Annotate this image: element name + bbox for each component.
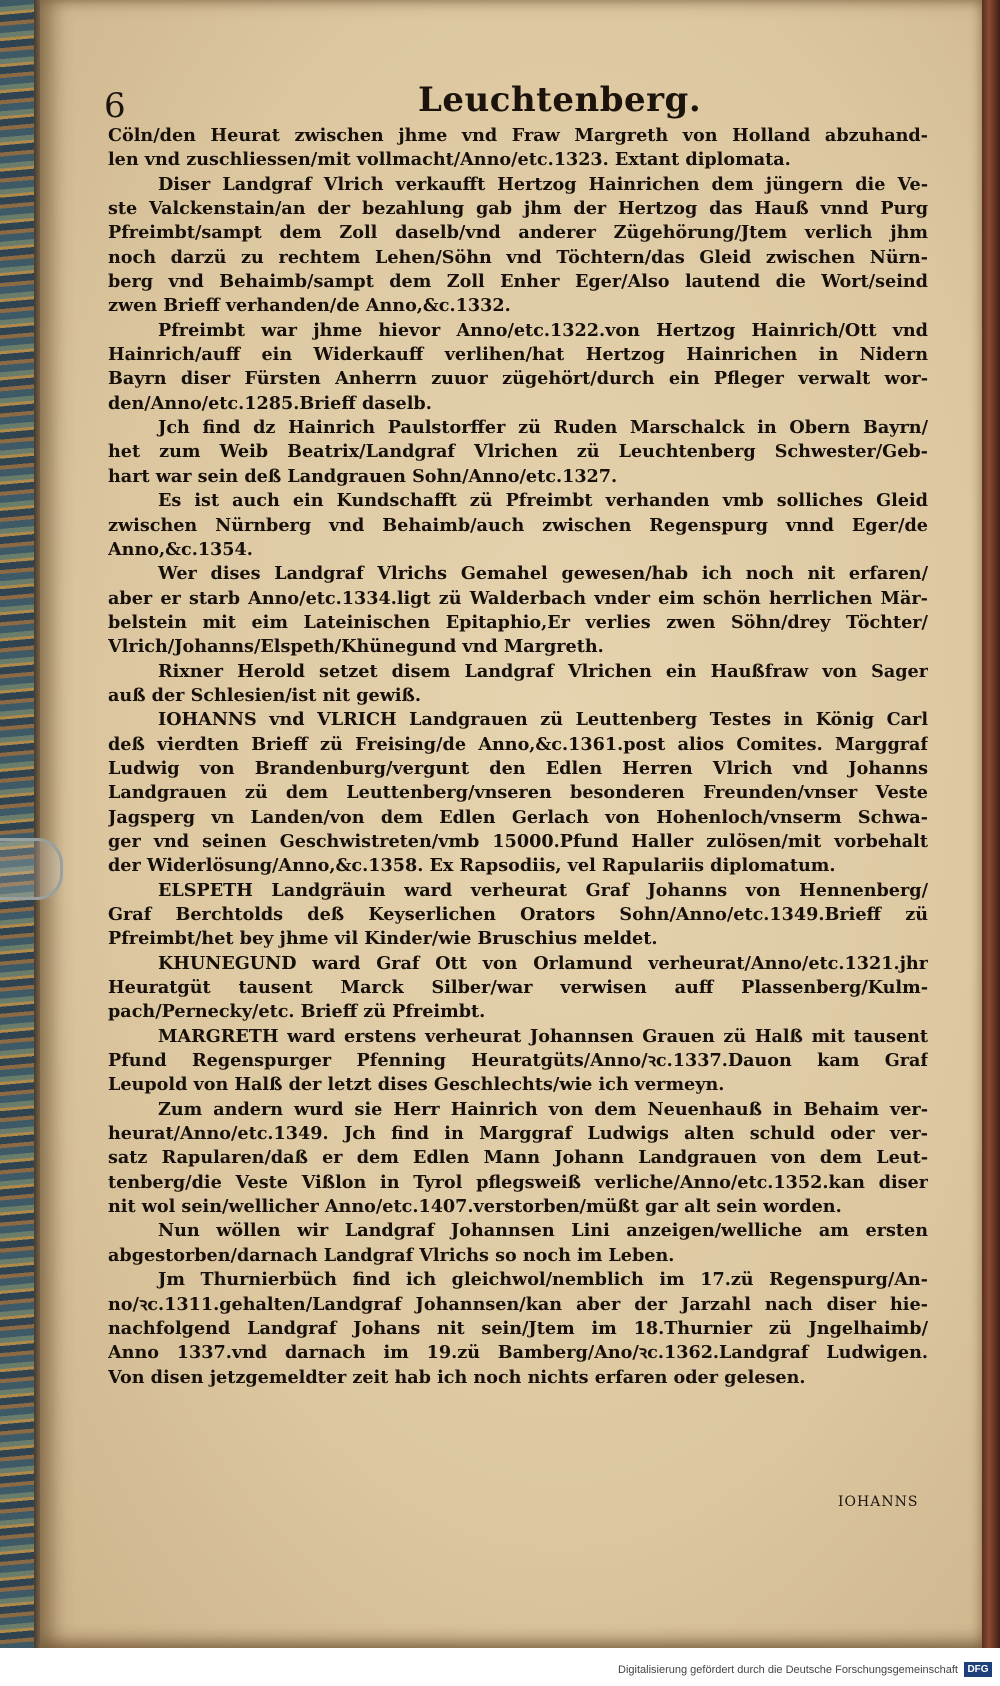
text-line: den/Anno/etc.1285.Brieff daselb. <box>108 392 432 414</box>
text-line: Wer dises Landgraf Vlrichs Gemahel gewesen/hab ich noch nit erfaren/ <box>158 563 928 585</box>
text-line: noch darzü zu rechtem Lehen/Söhn vnd Töchtern/das Gleid zwischen Nürn- <box>108 246 928 268</box>
book-binding <box>0 0 34 1648</box>
text-line: aber er starb Anno/etc.1334.ligt zü Walderbach vnder eim schön herrlichen Mär- <box>108 587 928 609</box>
text-line: Pfreimbt/sampt dem Zoll daselb/vnd anderer Zügehörung/Jtem verlich jhm <box>108 222 928 244</box>
text-line: Pfreimbt/het bey jhme vil Kinder/wie Bruschius meldet. <box>108 928 658 950</box>
footer-bar <box>0 1648 1000 1686</box>
text-line: berg vnd Behaimb/sampt dem Zoll Enher Eger/Also lautend die Wort/seind <box>108 271 928 293</box>
text-line: Es ist auch ein Kundschafft zü Pfreimbt verhanden vmb solliches Gleid <box>158 490 928 512</box>
page-number: 6 <box>104 86 126 126</box>
text-line: Hainrich/auff ein Widerkauff verlihen/hat Hertzog Hainrichen in Nidern <box>108 344 928 366</box>
text-line: Jagsperg vn Landen/von dem Edlen Gerlach von Hohenloch/vnserm Schwa- <box>108 806 928 828</box>
text-line: het zum Weib Beatrix/Landgraf Vlrichen zü Leuchtenberg Schwester/Geb- <box>108 441 928 463</box>
text-line: MARGRETH ward erstens verheurat Johannsen Grauen zü Halß mit tausent <box>158 1025 928 1047</box>
text-line: hart war sein deß Landgrauen Sohn/Anno/etc.1327. <box>108 465 618 487</box>
dfg-logo: DFG <box>964 1662 992 1677</box>
text-line: auß der Schlesien/ist nit gewiß. <box>108 684 422 706</box>
text-line: Von disen jetzgemeldter zeit hab ich noch nichts erfaren oder gelesen. <box>108 1366 806 1388</box>
text-line: nachfolgend Landgraf Johans nit sein/Jtem im 18.Thurnier zü Jngelhaimb/ <box>108 1317 928 1339</box>
book-cover-edge <box>982 0 1000 1648</box>
text-line: Anno,&c.1354. <box>108 538 253 560</box>
text-line: Ludwig von Brandenburg/vergunt den Edlen Herren Vlrich vnd Johanns <box>108 757 928 779</box>
text-line: ELSPETH Landgräuin ward verheurat Graf Johanns von Hennenberg/ <box>158 879 928 901</box>
running-head: Leuchtenberg. <box>418 80 702 120</box>
text-line: belstein mit eim Lateinischen Epitaphio,Er verlies zwen Söhn/drey Töchter/ <box>108 611 928 633</box>
text-line: Jch find dz Hainrich Paulstorffer zü Ruden Marschalck in Obern Bayrn/ <box>158 417 928 439</box>
text-line: KHUNEGUND ward Graf Ott von Orlamund verheurat/Anno/etc.1321.jhr <box>158 952 928 974</box>
text-line: IOHANNS vnd VLRICH Landgrauen zü Leuttenberg Testes in König Carl <box>158 709 928 731</box>
text-line: no/ꝛc.1311.gehalten/Landgraf Johannsen/kan aber der Jarzahl nach diser hie- <box>108 1293 928 1315</box>
text-line: Heuratgüt tausent Marck Silber/war verwisen auff Plassenberg/Kulm- <box>108 977 928 999</box>
text-line: len vnd zuschliessen/mit vollmacht/Anno/etc.1323. Extant diplomata. <box>108 149 791 171</box>
funding-credit: Digitalisierung gefördert durch die Deutsche Forschungsgemeinschaft <box>618 1664 958 1676</box>
text-line: ste Valckenstain/an der bezahlung gab jhm der Hertzog das Hauß vnnd Purg <box>108 198 928 220</box>
metal-clasp <box>0 838 63 900</box>
text-line: Pfreimbt war jhme hievor Anno/etc.1322.von Hertzog Hainrich/Ott vnd <box>158 319 928 341</box>
text-line: Cöln/den Heurat zwischen jhme vnd Fraw Margreth von Holland abzuhand- <box>108 125 928 146</box>
text-line: Diser Landgraf Vlrich verkaufft Hertzog Hainrichen dem jüngern die Ve- <box>158 173 928 195</box>
text-line: zwischen Nürnberg vnd Behaimb/auch zwischen Regenspurg vnnd Eger/de <box>108 514 928 536</box>
text-line: pach/Pernecky/etc. Brieff zü Pfreimbt. <box>108 1001 486 1023</box>
text-line: satz Rapularen/daß er dem Edlen Mann Johann Landgrauen von dem Leut- <box>108 1147 928 1169</box>
text-line: heurat/Anno/etc.1349. Jch find in Marggraf Ludwigs alten schuld oder ver- <box>108 1123 928 1145</box>
text-line: Landgrauen zü dem Leuttenberg/vnseren besonderen Freunden/vnser Veste <box>108 782 928 804</box>
text-line: Zum andern wurd sie Herr Hainrich von dem Neuenhauß in Behaim ver- <box>158 1098 928 1120</box>
text-line: abgestorben/darnach Landgraf Vlrichs so noch im Leben. <box>108 1244 675 1266</box>
text-line: deß vierdten Brieff zü Freising/de Anno,&c.1361.post alios Comites. Marggraf <box>108 733 928 755</box>
text-line: Anno 1337.vnd darnach im 19.zü Bamberg/Ano/ꝛc.1362.Landgraf Ludwigen. <box>108 1342 928 1364</box>
body-text <box>108 124 928 1390</box>
text-line: Bayrn diser Fürsten Anherrn zuuor zügehört/durch ein Pfleger verwalt wor- <box>108 368 928 390</box>
text-line: Nun wöllen wir Landgraf Johannsen Lini anzeigen/welliche am ersten <box>158 1220 928 1242</box>
text-line: Vlrich/Johanns/Elspeth/Khünegund vnd Margreth. <box>108 636 604 658</box>
text-line: ger vnd seinen Geschwistreten/vmb 15000.Pfund Haller zulösen/mit vorbehalt <box>108 830 928 852</box>
text-line: Pfund Regenspurger Pfenning Heuratgüts/Anno/ꝛc.1337.Dauon kam Graf <box>108 1050 928 1072</box>
text-line: Graf Berchtolds deß Keyserlichen Orators Sohn/Anno/etc.1349.Brieff zü <box>108 904 928 925</box>
text-line: nit wol sein/wellicher Anno/etc.1407.verstorben/müßt gar alt sein worden. <box>108 1196 842 1218</box>
text-line: zwen Brieff verhanden/de Anno,&c.1332. <box>108 295 511 317</box>
text-line: Jm Thurnierbüch find ich gleichwol/nemblich im 17.zü Regenspurg/An- <box>158 1269 928 1291</box>
text-line: der Widerlösung/Anno,&c.1358. Ex Rapsodiis, vel Rapulariis diplomatum. <box>108 855 836 877</box>
text-line: Rixner Herold setzet disem Landgraf Vlrichen ein Haußfraw von Sager <box>158 660 928 682</box>
catchword: IOHANNS <box>838 1494 919 1510</box>
text-line: Leupold von Halß der letzt dises Geschlechts/wie ich vermeyn. <box>108 1074 725 1096</box>
text-line: tenberg/die Veste Vißlon in Tyrol pflegsweiß verliche/Anno/etc.1352.kan diser <box>108 1171 928 1193</box>
